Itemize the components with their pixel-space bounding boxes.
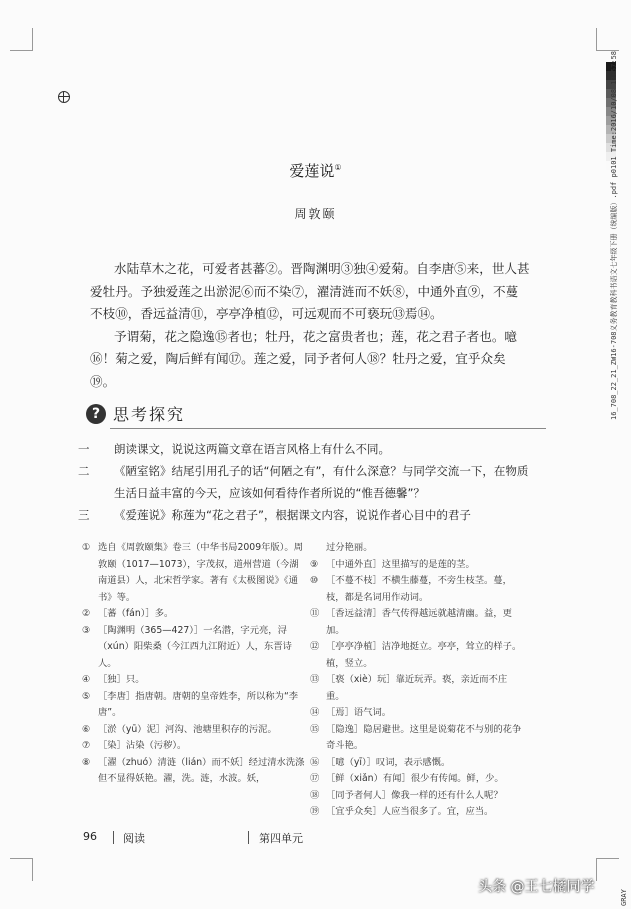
question-text: 《爱莲说》称莲为“花之君子”，根据课文内容，说说作者心目中的君子 bbox=[114, 508, 471, 522]
footnote-marker: ⑤ bbox=[82, 690, 91, 702]
footnotes-left-column bbox=[82, 540, 305, 788]
crop-mark-top-left bbox=[10, 28, 33, 51]
question-list bbox=[78, 438, 538, 526]
footnote-marker: ⑩ bbox=[310, 575, 319, 586]
footnote-text: ［噫（yī）］叹词，表示感慨。 bbox=[326, 756, 451, 768]
page-title bbox=[0, 160, 631, 181]
registration-mark-icon bbox=[58, 91, 70, 103]
footnote-text: ［香远益清］香气传得越远就越清幽。益，更加。 bbox=[326, 608, 512, 636]
watermark-prefix: 头条 bbox=[478, 879, 506, 895]
footnote-marker: ⑪ bbox=[310, 608, 320, 619]
footnote-marker: ⑲ bbox=[310, 806, 320, 817]
footnote-text: 选自《周敦颐集》卷三（中华书局2009年版）。周敦颐（1017—1073），字茂叔，道州营道（今湖南道县）人，北宋哲学家。著有《太极图说》《通书》等。 bbox=[98, 542, 303, 603]
author: 周敦颐 bbox=[294, 207, 337, 221]
footnote-marker: ② bbox=[82, 608, 91, 619]
footnote-marker: ① bbox=[82, 542, 91, 553]
footnote-item bbox=[310, 722, 524, 755]
footer-divider bbox=[248, 831, 249, 844]
footnote-marker: ⑨ bbox=[310, 558, 319, 570]
footer-section: 阅读 bbox=[123, 832, 145, 845]
paragraph-1: 水陆草木之花，可爱者甚蕃②。晋陶渊明③独④爱菊。自李唐⑤来，世人甚爱牡丹。予独爱莲之出淤泥⑥而不染⑦，濯清涟而不妖⑧，中通外直⑨，不蔓不枝⑩，香远益清⑪，亭亭净植⑫，可远观而不可亵玩⑬焉⑭。 bbox=[90, 261, 530, 321]
footnote-text: ［中通外直］这里描写的是莲的茎。 bbox=[326, 558, 475, 570]
question-item bbox=[78, 438, 538, 460]
footnote-continuation: 过分艳丽。 bbox=[326, 542, 373, 553]
question-item bbox=[78, 504, 538, 526]
question-number: 三 bbox=[78, 508, 90, 522]
footnote-text: ［濯（zhuó）清涟（lián）而不妖］经过清水洗涤但不显得妖艳。濯，洗。涟，水波。妖， bbox=[98, 756, 305, 784]
question-text: 朗读课文，说说这两篇文章在语言风格上有什么不同。 bbox=[114, 442, 390, 456]
watermark-name: 王七橘同学 bbox=[524, 879, 595, 895]
footnote-item bbox=[310, 557, 524, 574]
question-text: 《陋室铭》结尾引用孔子的话“何陋之有”，有什么深意？与同学交流一下，在物质生活日益丰富的今天，应该如何看待作者所说的“惟吾德馨”？ bbox=[114, 464, 529, 500]
footnote-text: ［李唐］指唐朝。唐朝的皇帝姓李，所以称为“李唐”。 bbox=[98, 690, 299, 718]
footnote-marker: ⑰ bbox=[310, 773, 320, 784]
footnote-marker: ⑧ bbox=[82, 756, 91, 768]
title-note: ① bbox=[334, 163, 342, 172]
footnote-text: ［鲜（xiǎn）有闻］很少有传闻。鲜，少。 bbox=[326, 773, 504, 784]
footnote-item bbox=[82, 722, 305, 739]
question-number: 一 bbox=[78, 442, 90, 456]
footnote-item bbox=[310, 705, 524, 722]
footnote-marker: ⑥ bbox=[82, 723, 91, 735]
footnote-marker: ⑫ bbox=[310, 641, 320, 652]
crop-mark-bottom-right bbox=[596, 858, 619, 881]
question-number: 二 bbox=[78, 464, 90, 478]
footnote-marker: ⑬ bbox=[310, 674, 320, 685]
footnote-item bbox=[82, 540, 305, 606]
footnote-item bbox=[310, 755, 524, 772]
section-divider bbox=[110, 428, 546, 429]
page-number: 96 bbox=[83, 830, 97, 843]
paragraph-2: 予谓菊，花之隐逸⑮者也；牡丹，花之富贵者也；莲，花之君子者也。噫⑯！菊之爱，陶后鲜有闻⑰。莲之爱，同予者何人⑱？牡丹之爱，宜乎众矣⑲。 bbox=[90, 328, 517, 389]
question-item bbox=[78, 460, 538, 504]
footnote-text: ［亵（xiè）玩］靠近玩弄。亵，亲近而不庄重。 bbox=[326, 674, 508, 702]
crop-mark-bottom-left bbox=[10, 858, 33, 881]
side-print-text-2: GRAY bbox=[620, 889, 628, 906]
footnote-marker: ⑯ bbox=[310, 756, 320, 768]
footnote-item bbox=[82, 672, 305, 689]
section-label: 思考探究 bbox=[113, 405, 186, 424]
footnote-text: ［宜乎众矣］人应当很多了。宜，应当。 bbox=[326, 806, 494, 817]
footnote-text: ［亭亭净植］洁净地挺立。亭亭，耸立的样子。植，竖立。 bbox=[326, 641, 522, 669]
title-text: 爱莲说 bbox=[289, 162, 335, 180]
question-mark-icon: ? bbox=[86, 404, 106, 424]
page-footer bbox=[83, 830, 513, 846]
side-print-text: 16_708_22_21_ZW16-708义务教育教科书语文七年级下册（统编版）.pdf p0101 Time:2016/10/08 13:57:58 bbox=[610, 50, 618, 420]
footnotes-right-column bbox=[310, 540, 524, 821]
footnote-item bbox=[310, 788, 524, 805]
footnote-marker: ⑦ bbox=[82, 740, 91, 751]
footnote-item bbox=[82, 689, 305, 722]
footnote-text: ［淤（yū）泥］河沟、池塘里积存的污泥。 bbox=[98, 723, 277, 735]
footnote-text: ［染］沾染（污秽）。 bbox=[98, 740, 187, 751]
footnote-item bbox=[82, 755, 305, 788]
footnote-text: ［隐逸］隐居避世。这里是说菊花不与别的花争奇斗艳。 bbox=[326, 723, 522, 751]
footnote-item bbox=[310, 573, 524, 606]
footnote-marker: ③ bbox=[82, 624, 91, 636]
footer-unit: 第四单元 bbox=[259, 832, 303, 845]
footnote-text: ［焉］语气词。 bbox=[326, 707, 392, 718]
footnote-item bbox=[82, 623, 305, 673]
footnote-item bbox=[82, 738, 305, 755]
watermark-at: @ bbox=[510, 879, 525, 895]
footnote-marker: ⑱ bbox=[310, 789, 320, 801]
footnote-marker: ⑮ bbox=[310, 723, 320, 735]
footnote-text: ［同予者何人］像我一样的还有什么人呢？ bbox=[326, 789, 503, 801]
footnote-marker: ④ bbox=[82, 674, 91, 685]
footnote-item bbox=[310, 804, 524, 821]
essay-body bbox=[90, 258, 530, 393]
footnote-item bbox=[82, 606, 305, 623]
footnote-text: ［蕃（fán）］多。 bbox=[98, 608, 174, 619]
footnote-text: ［陶渊明（365—427）］一名潜，字元亮，浔（xún）阳柴桑（今江西九江附近）人，东晋诗人。 bbox=[98, 624, 292, 669]
footnote-text: ［不蔓不枝］不横生藤蔓，不旁生枝茎。蔓，枝，都是名词用作动词。 bbox=[326, 575, 512, 603]
footnote-text: ［独］只。 bbox=[98, 674, 145, 685]
footnote-marker: ⑭ bbox=[310, 707, 320, 718]
footnote-item bbox=[310, 672, 524, 705]
footer-divider bbox=[113, 831, 114, 844]
watermark bbox=[478, 876, 594, 896]
footnote-item bbox=[310, 639, 524, 672]
footnote-item bbox=[310, 606, 524, 639]
section-header-thinking bbox=[86, 402, 546, 430]
footnote-item bbox=[310, 771, 524, 788]
